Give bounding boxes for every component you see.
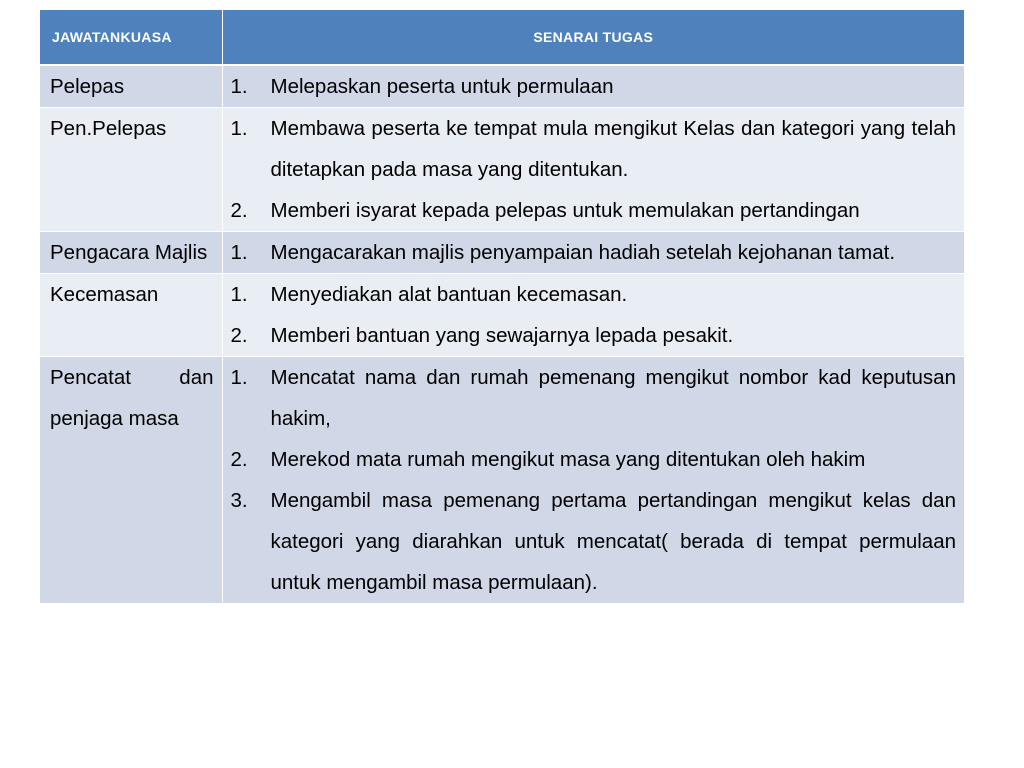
tasks-cell	[222, 274, 964, 357]
task-text: Mengambil masa pemenang pertama pertandingan mengikut kelas dan kategori yang diarahkan untuk mencatat( berada di tempat permulaan untuk mengambil masa permulaan).	[270, 489, 956, 594]
committee-cell: Pen.Pelepas	[40, 108, 222, 232]
task-item	[230, 480, 957, 603]
task-number: 1.	[230, 75, 248, 98]
header-duties: SENARAI TUGAS	[222, 10, 964, 65]
task-number: 1.	[230, 117, 248, 140]
tasks-cell	[222, 232, 964, 274]
task-list	[231, 357, 957, 603]
table-row	[40, 232, 964, 274]
task-text: Memberi isyarat kepada pelepas untuk memulakan pertandingan	[270, 199, 860, 222]
task-list	[231, 108, 957, 231]
task-text: Memberi bantuan yang sewajarnya lepada pesakit.	[270, 324, 734, 347]
task-text: Menyediakan alat bantuan kecemasan.	[270, 283, 628, 306]
tasks-cell	[222, 65, 964, 108]
table-row	[40, 65, 964, 108]
task-number: 1.	[230, 283, 248, 306]
task-item	[230, 66, 957, 107]
table-row	[40, 274, 964, 357]
task-text: Membawa peserta ke tempat mula mengikut Kelas dan kategori yang telah ditetapkan pada masa yang ditentukan.	[270, 117, 956, 181]
header-row	[40, 10, 964, 65]
header-committee: JAWATANKUASA	[40, 10, 222, 65]
duties-table	[40, 10, 964, 604]
task-text: Mengacarakan majlis penyampaian hadiah setelah kejohanan tamat.	[270, 241, 896, 264]
tasks-cell	[222, 108, 964, 232]
task-list	[231, 274, 957, 356]
task-number: 2.	[230, 324, 248, 347]
committee-cell: Pencatat dan penjaga masa	[40, 357, 222, 604]
table-row	[40, 108, 964, 232]
tasks-cell	[222, 357, 964, 604]
task-list	[231, 66, 957, 107]
task-item	[230, 274, 957, 315]
task-item	[230, 315, 957, 356]
task-number: 1.	[230, 366, 248, 389]
task-number: 2.	[230, 448, 248, 471]
task-number: 3.	[230, 489, 248, 512]
committee-cell: Pengacara Majlis	[40, 232, 222, 274]
task-item	[230, 190, 957, 231]
task-list	[231, 232, 957, 273]
task-number: 1.	[230, 241, 248, 264]
committee-cell: Kecemasan	[40, 274, 222, 357]
table-row	[40, 357, 964, 604]
task-text: Mencatat nama dan rumah pemenang mengikut nombor kad keputusan hakim,	[270, 366, 956, 430]
task-number: 2.	[230, 199, 248, 222]
task-text: Merekod mata rumah mengikut masa yang ditentukan oleh hakim	[270, 448, 866, 471]
committee-cell: Pelepas	[40, 65, 222, 108]
task-text: Melepaskan peserta untuk permulaan	[270, 75, 614, 98]
task-item	[230, 108, 957, 190]
task-item	[230, 357, 957, 439]
task-item	[230, 232, 957, 273]
task-item	[230, 439, 957, 480]
